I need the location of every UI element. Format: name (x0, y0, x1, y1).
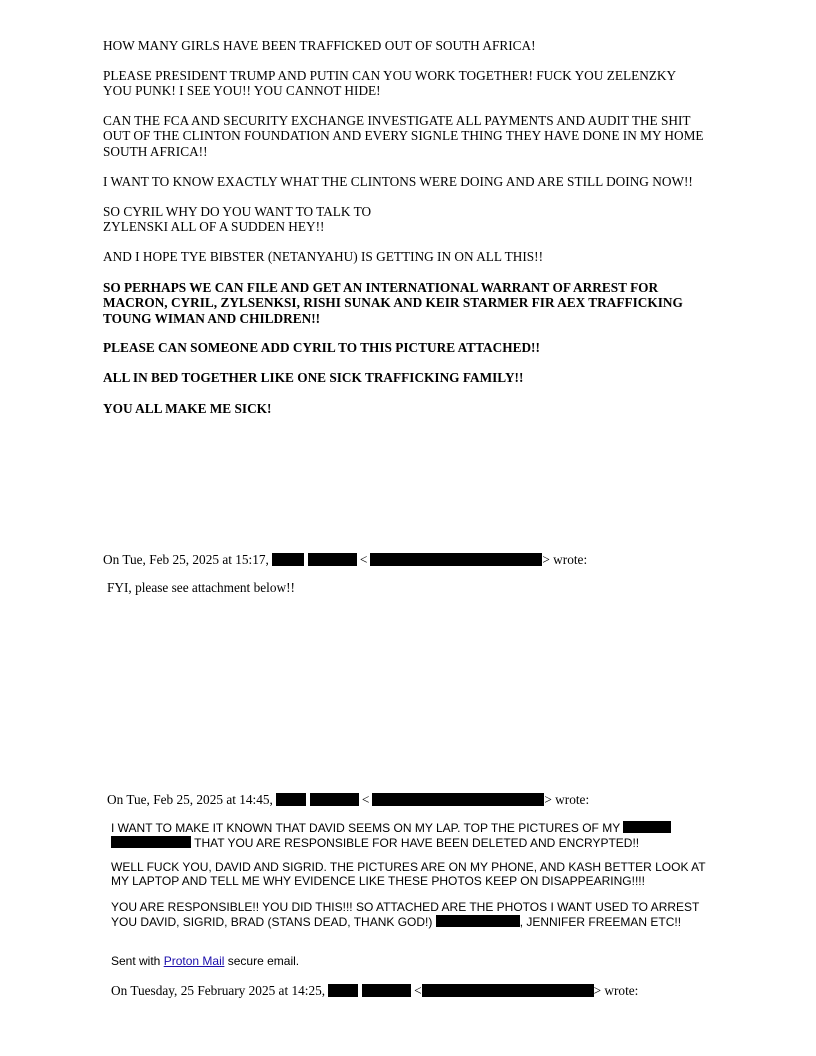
redaction-box (310, 793, 359, 806)
paragraph-cyril-line1: SO CYRIL WHY DO YOU WANT TO TALK TO (103, 204, 372, 219)
quote-2-p3-start: YOU ARE RESPONSIBLE!! YOU DID THIS!!! SO ATTACHED ARE THE PHOTOS I WANT USED TO ARREST YOU DAVID, SIGRID, BRAD (STANS DEAD, THANK GOD!) (111, 900, 700, 929)
redaction-box (328, 984, 358, 997)
paragraph-all-in-bed: ALL IN BED TOGETHER LIKE ONE SICK TRAFFICKING FAMILY!! (103, 370, 524, 385)
quote-header-1-lt: < (359, 552, 368, 567)
redaction-box (308, 553, 357, 566)
redaction-box (276, 793, 306, 806)
quote-2-paragraph-1 (111, 821, 711, 851)
quote-2-p3-end: , JENNIFER FREEMAN ETC!! (519, 914, 682, 929)
paragraph-warrant: SO PERHAPS WE CAN FILE AND GET AN INTERNATIONAL WARRANT OF ARREST FOR MACRON, CYRIL, ZYLSENKSI, RISHI SUNAK AND KEIR STARMER FIR AEX TRAFFICKING TOUNG WIMAN AND CHILDREN!! (103, 280, 683, 326)
quote-header-3-suffix: > wrote: (593, 983, 639, 998)
redaction-box (436, 915, 520, 927)
paragraph-cyril-line2: ZYLENSKI ALL OF A SUDDEN HEY!! (103, 219, 325, 234)
sent-with-suffix: secure email. (227, 954, 300, 968)
quote-2-p1-end: THAT YOU ARE RESPONSIBLE FOR HAVE BEEN DELETED AND ENCRYPTED!! (194, 835, 640, 850)
paragraph-girls-trafficked: HOW MANY GIRLS HAVE BEEN TRAFFICKED OUT OF SOUTH AFRICA! (103, 38, 536, 53)
paragraph-make-me-sick: YOU ALL MAKE ME SICK! (103, 401, 272, 416)
quote-header-2-lt: < (361, 792, 370, 807)
paragraph-trump-putin: PLEASE PRESIDENT TRUMP AND PUTIN CAN YOU WORK TOGETHER! FUCK YOU ZELENZKY YOU PUNK! I SEE YOU!! YOU CANNOT HIDE! (103, 68, 676, 99)
quote-header-2-suffix: > wrote: (544, 792, 590, 807)
redaction-box (372, 793, 544, 806)
quote-header-3-prefix: On Tuesday, 25 February 2025 at 14:25, (111, 983, 326, 998)
redaction-box (623, 821, 671, 833)
paragraph-fca-investigate: CAN THE FCA AND SECURITY EXCHANGE INVESTIGATE ALL PAYMENTS AND AUDIT THE SHIT OUT OF THE CLINTON FOUNDATION AND EVERY SIGNLE THING THEY HAVE DONE IN MY HOME SOUTH AFRICA!! (103, 113, 704, 159)
redaction-box (362, 984, 411, 997)
quote-header-1-suffix: > wrote: (542, 552, 588, 567)
quote-2-paragraph-3 (111, 901, 709, 930)
quote-header-3-lt: < (414, 983, 422, 998)
quote-header-2 (107, 792, 747, 807)
quote-header-1 (103, 552, 743, 567)
quote-header-3 (111, 983, 751, 998)
redaction-box (422, 984, 594, 997)
proton-mail-link[interactable]: Proton Mail (163, 954, 225, 968)
paragraph-add-cyril: PLEASE CAN SOMEONE ADD CYRIL TO THIS PICTURE ATTACHED!! (103, 340, 540, 355)
quote-1-body: FYI, please see attachment below!! (107, 580, 295, 595)
sent-with-line (111, 955, 711, 969)
quote-header-2-prefix: On Tue, Feb 25, 2025 at 14:45, (107, 792, 273, 807)
sent-with-prefix: Sent with (111, 954, 161, 968)
quote-header-1-prefix: On Tue, Feb 25, 2025 at 15:17, (103, 552, 269, 567)
redaction-box (370, 553, 542, 566)
redaction-box (111, 836, 191, 848)
quote-2-paragraph-2: WELL FUCK YOU, DAVID AND SIGRID. THE PICTURES ARE ON MY PHONE, AND KASH BETTER LOOK AT MY LAPTOP AND TELL ME WHY EVIDENCE LIKE THESE PHOTOS KEEP ON DISAPPEARING!!!! (111, 860, 706, 888)
paragraph-clintons: I WANT TO KNOW EXACTLY WHAT THE CLINTONS WERE DOING AND ARE STILL DOING NOW!! (103, 174, 693, 189)
paragraph-netanyahu: AND I HOPE TYE BIBSTER (NETANYAHU) IS GETTING IN ON ALL THIS!! (103, 249, 544, 264)
redaction-box (272, 553, 304, 566)
quote-2-p1-start: I WANT TO MAKE IT KNOWN THAT DAVID SEEMS ON MY LAP. TOP THE PICTURES OF MY (111, 821, 620, 835)
